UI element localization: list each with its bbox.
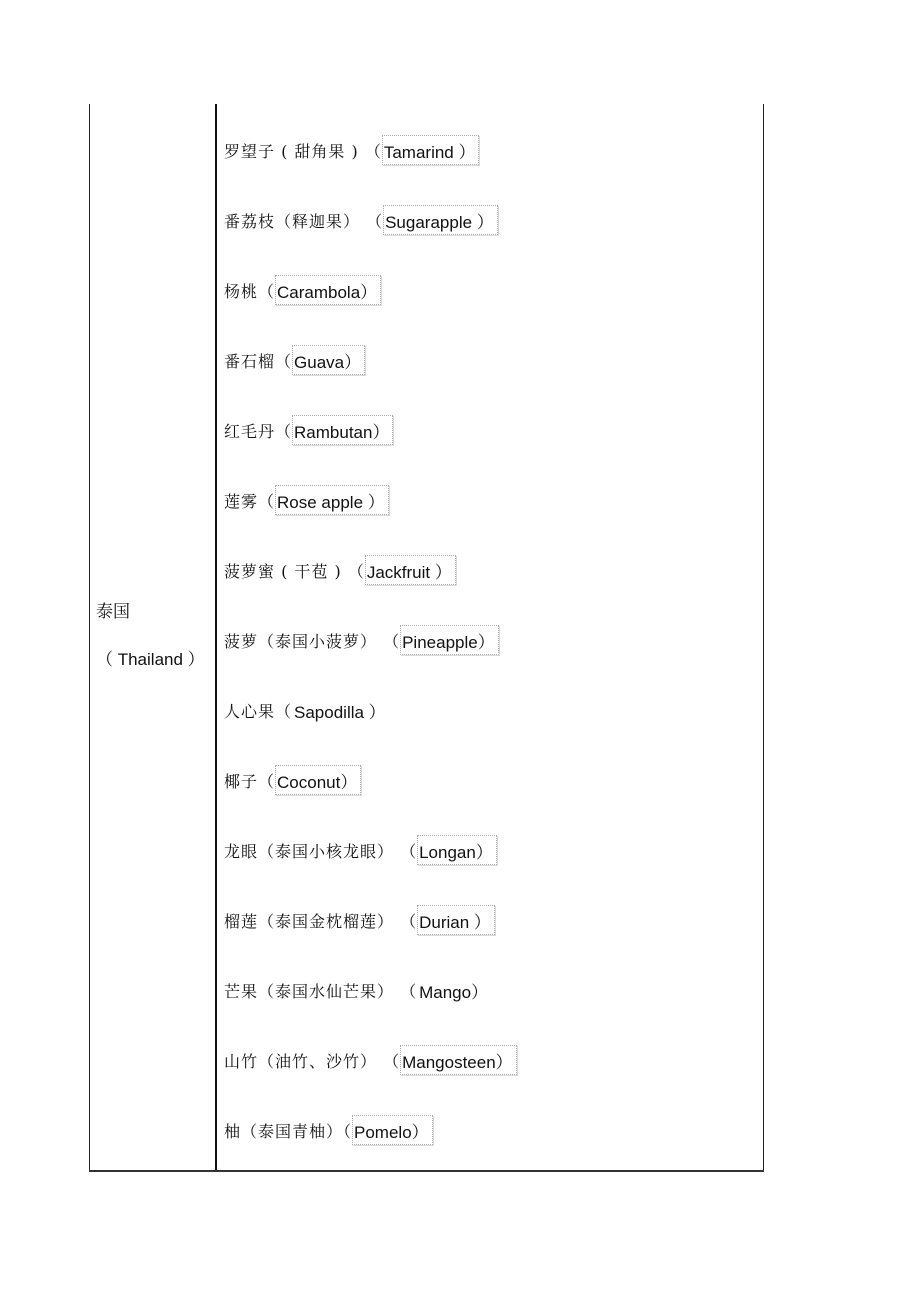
fruit-name-chinese: 番荔枝（释迦果） （ bbox=[224, 211, 384, 231]
fruit-item bbox=[224, 206, 754, 276]
fruit-name-english: Durian ） bbox=[417, 905, 495, 935]
table-right-border bbox=[763, 104, 764, 1172]
country-name-english: （ Thailand ） bbox=[96, 650, 205, 669]
fruit-item bbox=[224, 836, 754, 906]
fruit-item bbox=[224, 556, 754, 626]
fruit-name-chinese: 杨桃（ bbox=[224, 281, 276, 301]
fruit-name-english: Rambutan） bbox=[292, 415, 393, 445]
fruit-item bbox=[224, 346, 754, 416]
fruit-name-english: Carambola） bbox=[275, 275, 381, 305]
fruit-name-chinese: 山竹（油竹、沙竹） （ bbox=[224, 1051, 401, 1071]
country-name-chinese: 泰国 bbox=[96, 602, 130, 622]
table-column-divider bbox=[215, 104, 217, 1172]
fruit-item bbox=[224, 136, 754, 206]
fruit-item bbox=[224, 696, 754, 766]
fruit-name-chinese: 芒果（泰国水仙芒果） （ bbox=[224, 981, 418, 1001]
fruit-name-english: Sugarapple ） bbox=[383, 205, 498, 235]
fruit-name-chinese: 龙眼（泰国小核龙眼） （ bbox=[224, 841, 418, 861]
fruit-line bbox=[224, 1116, 433, 1144]
fruit-item bbox=[224, 416, 754, 486]
fruit-name-english: Guava） bbox=[292, 345, 365, 375]
fruit-line bbox=[224, 416, 393, 444]
fruit-line bbox=[224, 346, 365, 374]
fruit-item bbox=[224, 486, 754, 556]
fruit-item bbox=[224, 766, 754, 836]
fruit-item bbox=[224, 976, 754, 1046]
fruit-line bbox=[224, 276, 381, 304]
fruit-name-chinese: 罗望子 ( 甜角果 ) （ bbox=[224, 141, 382, 161]
fruit-item bbox=[224, 906, 754, 976]
fruit-name-chinese: 榴莲（泰国金枕榴莲） （ bbox=[224, 911, 418, 931]
fruit-name-english: Sapodilla ） bbox=[294, 703, 386, 722]
fruit-name-english: Longan） bbox=[417, 835, 497, 865]
fruit-line bbox=[224, 976, 492, 1004]
fruit-line bbox=[224, 836, 497, 864]
country-cell bbox=[96, 600, 212, 672]
fruit-name-chinese: 椰子（ bbox=[224, 771, 276, 791]
fruit-line bbox=[224, 1046, 517, 1074]
fruit-item bbox=[224, 276, 754, 346]
fruit-name-english: Mangosteen） bbox=[400, 1045, 517, 1075]
fruit-line bbox=[224, 556, 456, 584]
fruit-name-english: Jackfruit ） bbox=[365, 555, 456, 585]
fruit-item bbox=[224, 626, 754, 696]
fruit-name-chinese: 柚（泰国青柚）（ bbox=[224, 1121, 353, 1141]
fruit-line bbox=[224, 206, 498, 234]
fruit-line bbox=[224, 766, 361, 794]
fruit-name-chinese: 菠萝蜜 ( 干苞 ) （ bbox=[224, 561, 365, 581]
fruit-line bbox=[224, 696, 390, 724]
fruit-name-chinese: 人心果（ bbox=[224, 701, 293, 721]
fruit-name-english: Pineapple） bbox=[400, 625, 499, 655]
fruit-line bbox=[224, 486, 389, 514]
fruit-name-english: Mango） bbox=[419, 983, 489, 1002]
fruit-name-chinese: 红毛丹（ bbox=[224, 421, 293, 441]
fruit-line bbox=[224, 626, 499, 654]
fruit-name-english: Rose apple ） bbox=[275, 485, 389, 515]
fruit-line bbox=[224, 136, 479, 164]
fruit-name-chinese: 莲雾（ bbox=[224, 491, 276, 511]
fruit-line bbox=[224, 906, 495, 934]
fruit-name-chinese: 菠萝（泰国小菠萝） （ bbox=[224, 631, 401, 651]
fruit-name-english: Pomelo） bbox=[352, 1115, 433, 1145]
fruit-item bbox=[224, 1046, 754, 1116]
fruit-name-chinese: 番石榴（ bbox=[224, 351, 293, 371]
fruit-name-english: Coconut） bbox=[275, 765, 361, 795]
fruit-list bbox=[224, 136, 754, 1186]
table-left-border bbox=[89, 104, 90, 1172]
fruit-name-english: Tamarind ） bbox=[382, 135, 480, 165]
fruit-item bbox=[224, 1116, 754, 1186]
